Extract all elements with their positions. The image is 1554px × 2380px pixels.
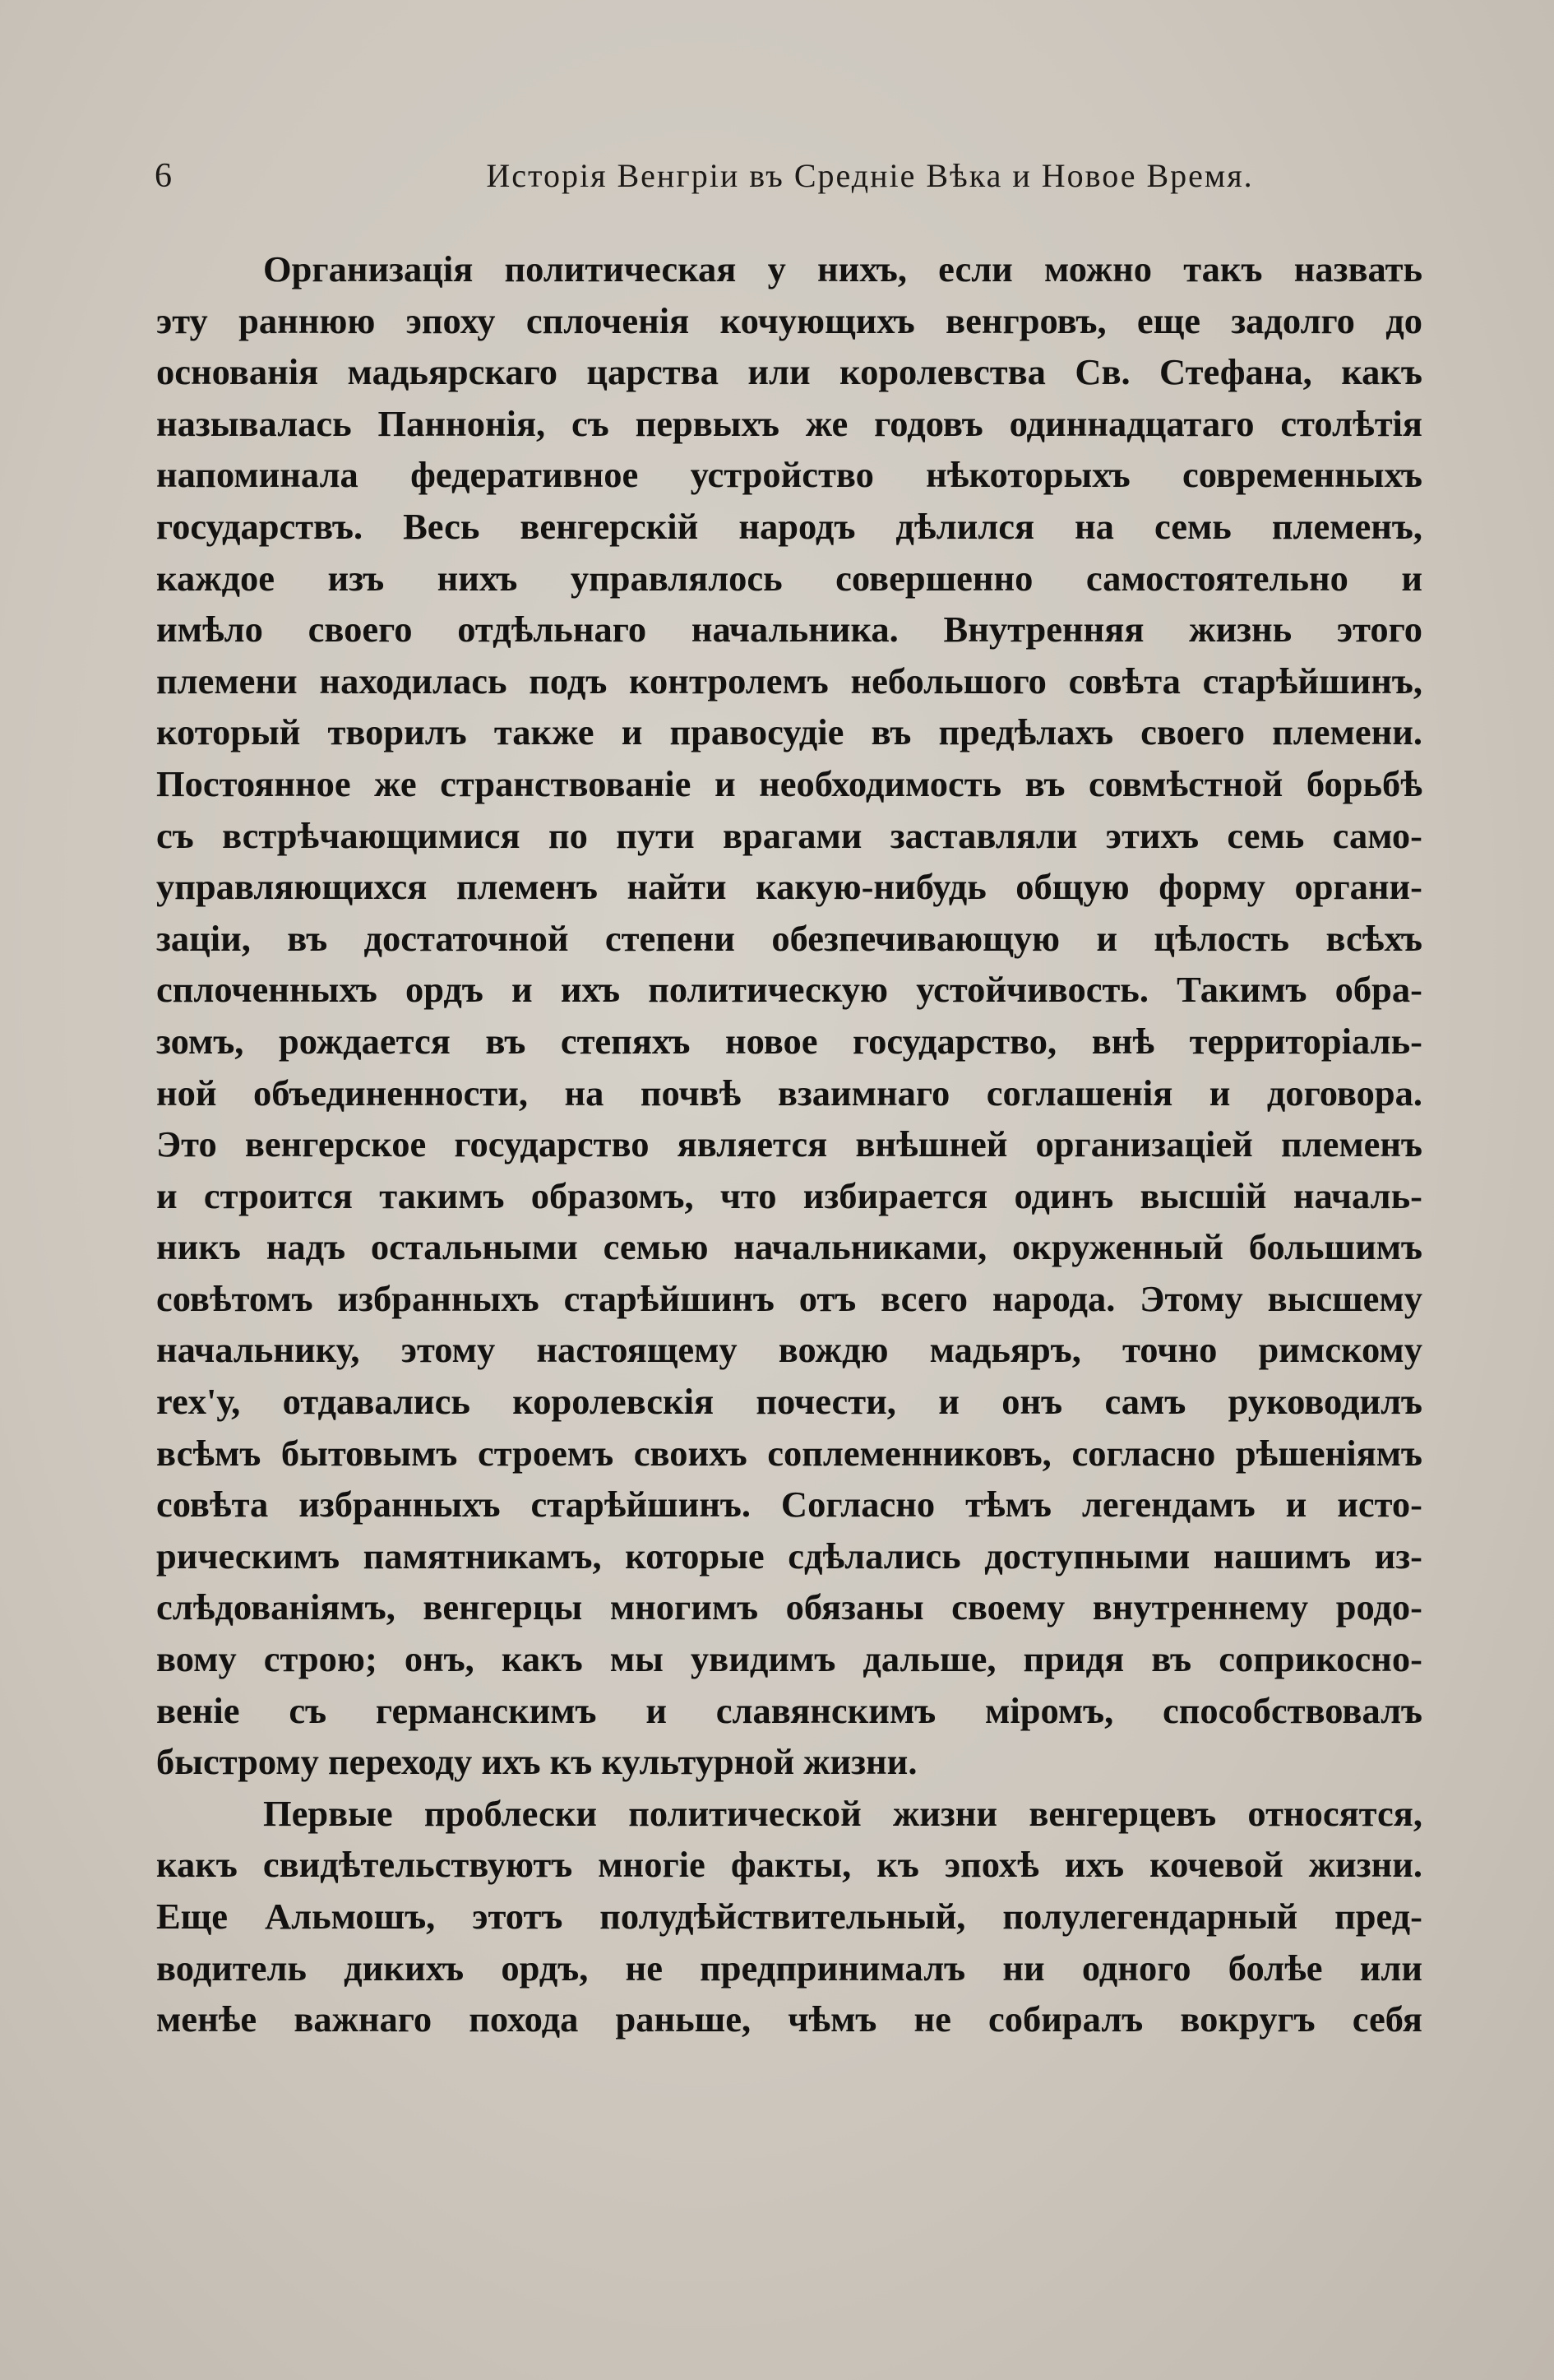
text-line: какъ свидѣтельствуютъ многіе факты, къ эпохѣ ихъ кочевой жизни. bbox=[156, 1844, 1422, 1886]
text-line: основанія мадьярскаго царства или королевства Св. Стефана, какъ bbox=[156, 351, 1422, 393]
text-line: ной объединенности, на почвѣ взаимнаго соглашенія и договора. bbox=[156, 1072, 1422, 1114]
text-line: рическимъ памятникамъ, которые сдѣлались доступными нашимъ из- bbox=[156, 1535, 1422, 1577]
text-line: менѣе важнаго похода раньше, чѣмъ не собиралъ вокругъ себя bbox=[156, 1998, 1422, 2040]
text-line: напоминала федеративное устройство нѣкоторыхъ современныхъ bbox=[156, 454, 1422, 496]
text-line: совѣтомъ избранныхъ старѣйшинъ отъ всего народа. Этому высшему bbox=[156, 1277, 1422, 1319]
paragraph-2 bbox=[156, 1788, 1422, 2045]
text-line: и строится такимъ образомъ, что избирается одинъ высшій началь- bbox=[156, 1174, 1422, 1216]
text-line: заціи, въ достаточной степени обезпечивающую и цѣлость всѣхъ bbox=[156, 917, 1422, 959]
text-line: вому строю; онъ, какъ мы увидимъ дальше, придя въ соприкосно- bbox=[156, 1638, 1422, 1680]
text-line: веніе съ германскимъ и славянскимъ міромъ, способствовалъ bbox=[156, 1689, 1422, 1731]
text-line: всѣмъ бытовымъ строемъ своихъ соплеменниковъ, согласно рѣшеніямъ bbox=[156, 1432, 1422, 1474]
text-line: зомъ, рождается въ степяхъ новое государство, внѣ территоріаль- bbox=[156, 1020, 1422, 1062]
text-line: племени находилась подъ контролемъ небольшого совѣта старѣйшинъ, bbox=[156, 660, 1422, 701]
text-line: эту раннюю эпоху сплоченія кочующихъ венгровъ, еще задолго до bbox=[156, 299, 1422, 341]
running-title: Исторія Венгріи въ Средніе Вѣка и Новое Время. bbox=[486, 157, 1254, 194]
text-line: водитель дикихъ ордъ, не предпринималъ ни одного болѣе или bbox=[156, 1947, 1422, 1989]
page-number: 6 bbox=[155, 157, 173, 195]
text-line: который творилъ также и правосудіе въ предѣлахъ своего племени. bbox=[156, 711, 1422, 753]
body-text bbox=[156, 243, 1422, 2045]
text-line: управляющихся племенъ найти какую-нибудь общую форму органи- bbox=[156, 866, 1422, 908]
text-line: Постоянное же странствованіе и необходимость въ совмѣстной борьбѣ bbox=[156, 762, 1422, 804]
text-line: Это венгерское государство является внѣшней организаціей племенъ bbox=[156, 1123, 1422, 1165]
text-line: государствъ. Весь венгерскій народъ дѣлился на семь племенъ, bbox=[156, 505, 1422, 547]
text-line: сплоченныхъ ордъ и ихъ политическую устойчивость. Такимъ обра- bbox=[156, 969, 1422, 1011]
text-line: быстрому переходу ихъ къ культурной жизни. bbox=[156, 1741, 918, 1783]
text-line: совѣта избранныхъ старѣйшинъ. Согласно тѣмъ легендамъ и исто- bbox=[156, 1484, 1422, 1526]
text-line: никъ надъ остальными семью начальниками, окруженный большимъ bbox=[156, 1226, 1422, 1268]
text-line: rex'у, отдавались королевскія почести, и онъ самъ руководилъ bbox=[156, 1381, 1422, 1423]
text-line: Первые проблески политической жизни венгерцевъ относятся, bbox=[263, 1792, 1422, 1834]
text-line: съ встрѣчающимися по пути врагами заставляли этихъ семь само- bbox=[156, 814, 1422, 856]
text-line: называлась Паннонія, съ первыхъ же годовъ одиннадцатаго столѣтія bbox=[156, 402, 1422, 444]
text-line: каждое изъ нихъ управлялось совершенно самостоятельно и bbox=[156, 557, 1422, 599]
page-header bbox=[155, 156, 1437, 197]
text-line: Еще Альмошъ, этотъ полудѣйствительный, полулегендарный пред- bbox=[156, 1896, 1422, 1937]
paragraph-1 bbox=[156, 243, 1422, 1788]
text-line: Организація политическая у нихъ, если можно такъ назвать bbox=[263, 248, 1422, 289]
text-line: начальнику, этому настоящему вождю мадьяръ, точно римскому bbox=[156, 1329, 1422, 1371]
text-line: имѣло своего отдѣльнаго начальника. Внутренняя жизнь этого bbox=[156, 609, 1422, 651]
text-line: слѣдованіямъ, венгерцы многимъ обязаны своему внутреннему родо- bbox=[156, 1586, 1422, 1628]
